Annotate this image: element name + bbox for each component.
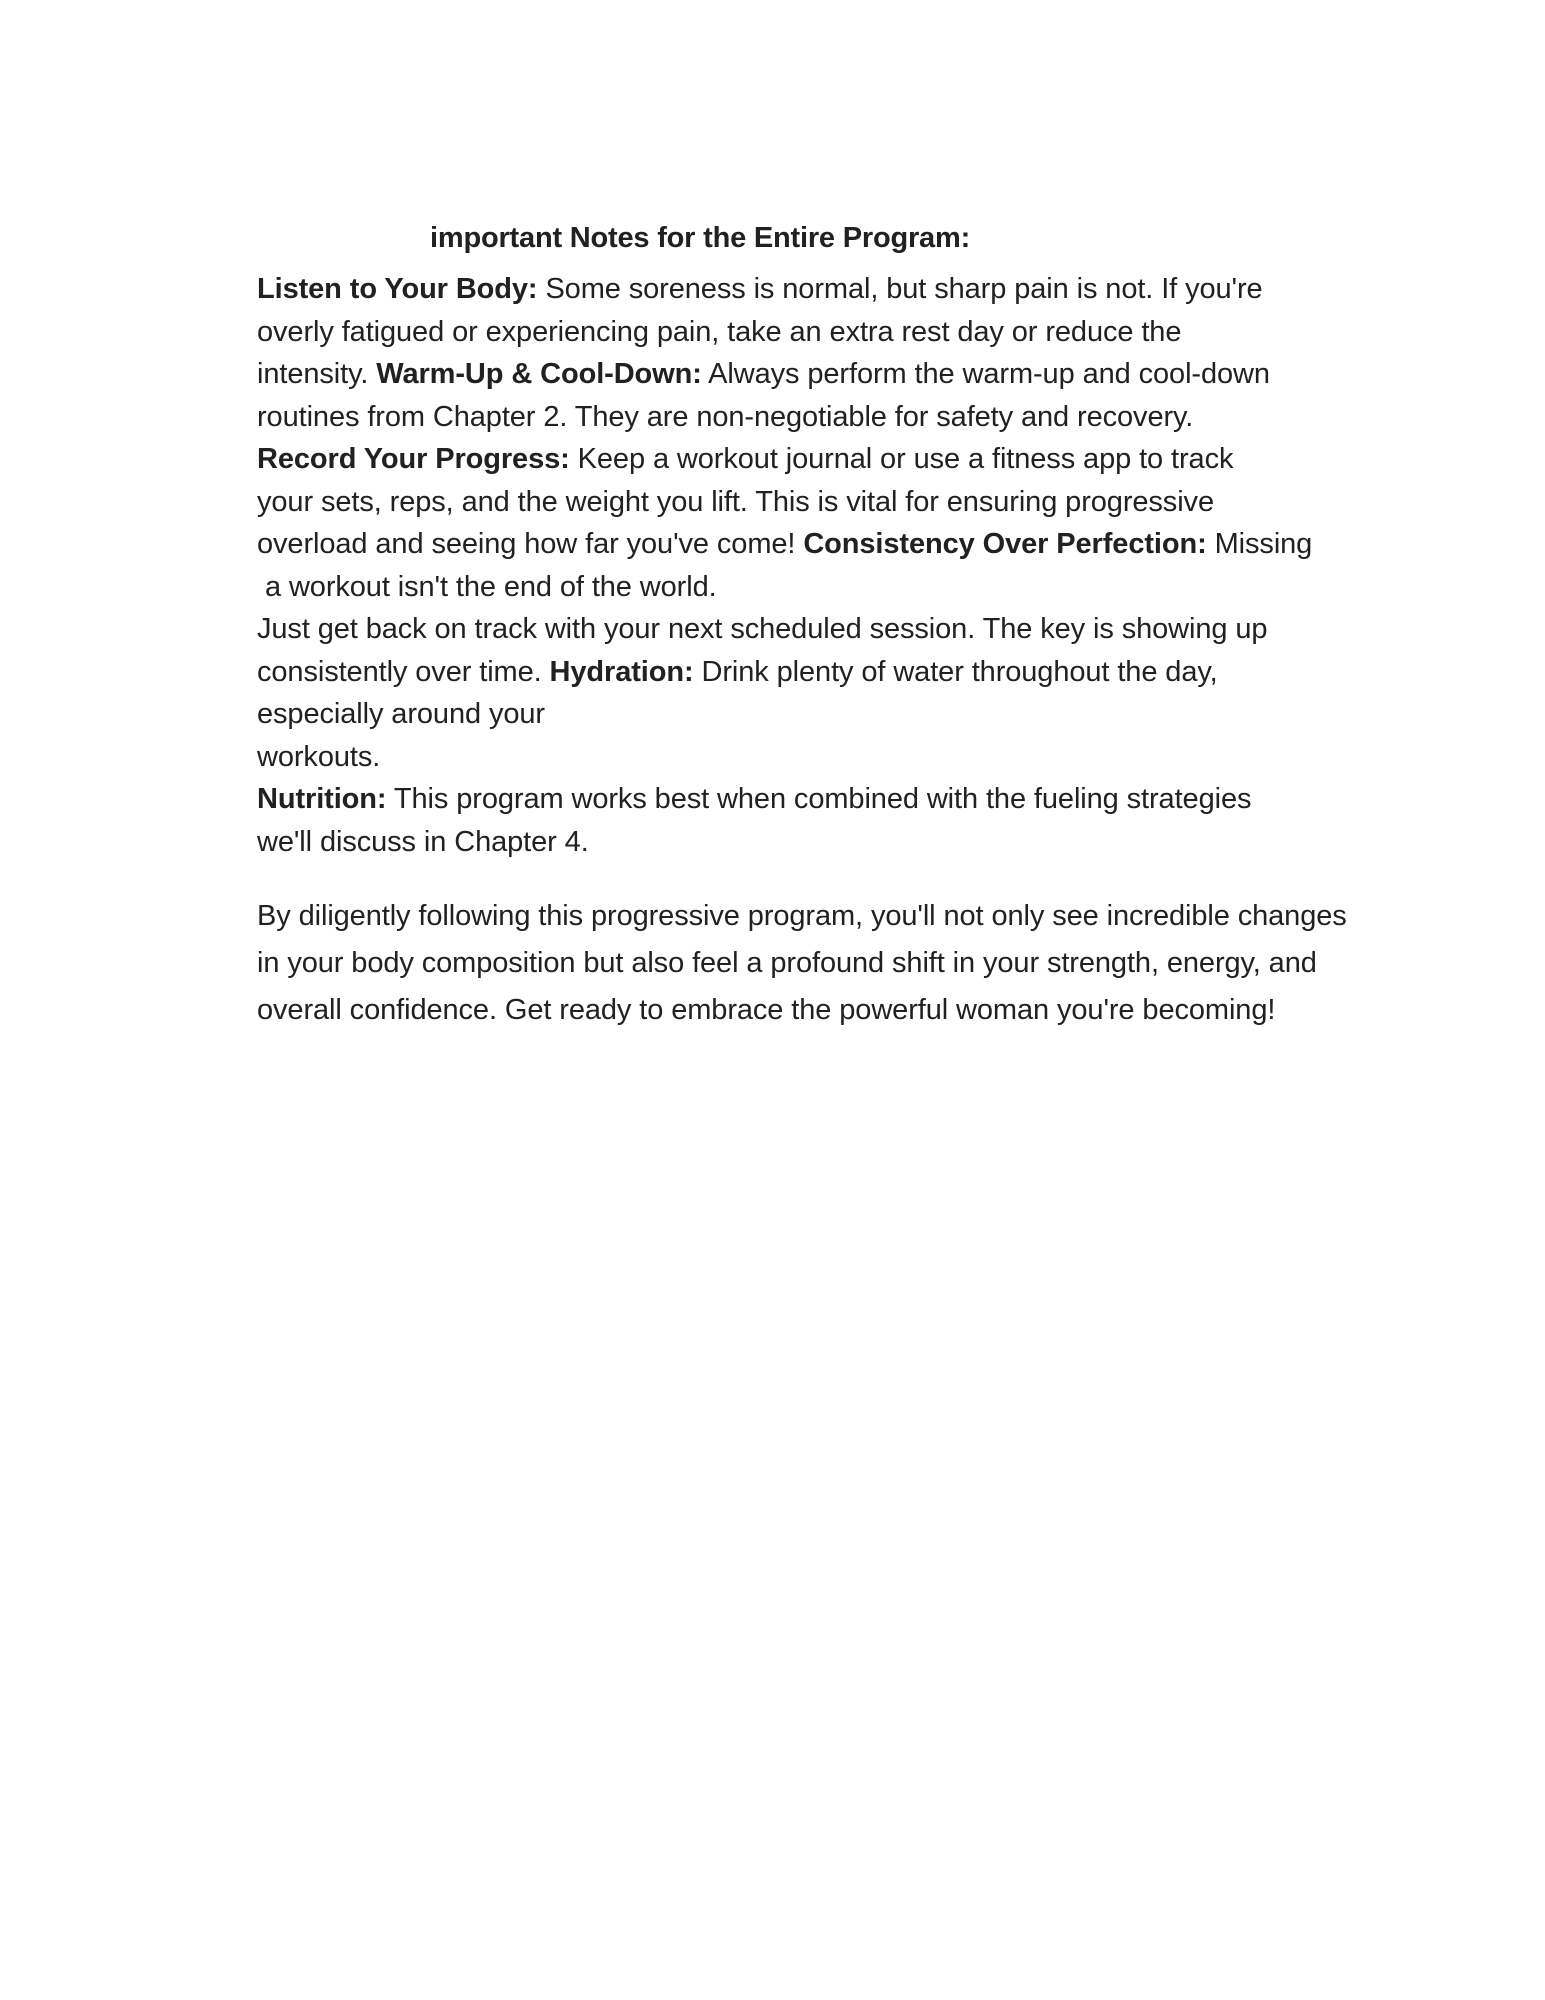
- text-span: your sets, reps, and the weight you lift. This is vital for ensuring progressive: [257, 485, 1214, 518]
- text-span: overload and seeing how far you've come!: [257, 528, 804, 560]
- text-span: overly fatigued or experiencing pain, take an extra rest day or reduce the: [257, 315, 1182, 348]
- text-line: [257, 987, 1347, 1034]
- text-span: intensity.: [257, 358, 377, 390]
- bold-label: Listen to Your Body:: [257, 273, 538, 305]
- text-span: This program works best when combined with the fueling strategies: [386, 783, 1252, 815]
- text-span: workouts.: [257, 740, 381, 773]
- text-line: [257, 940, 1347, 987]
- text-span: routines from Chapter 2. They are non-negotiable for safety and recovery.: [257, 400, 1194, 433]
- text-line: [257, 438, 1312, 481]
- text-line: [257, 736, 1312, 779]
- text-span: By diligently following this progressive program, you'll not only see incredible changes: [257, 900, 1347, 932]
- closing-paragraph: [257, 893, 1347, 1034]
- text-span: a workout isn't the end of the world.: [257, 570, 717, 603]
- bold-label: Record Your Progress:: [257, 443, 570, 475]
- text-line: [257, 693, 1312, 736]
- text-line: [257, 268, 1312, 311]
- text-line: [257, 893, 1347, 940]
- text-line: [257, 608, 1312, 651]
- bold-label: Warm-Up & Cool-Down:: [376, 358, 702, 390]
- text-span: Missing: [1206, 528, 1313, 560]
- notes-paragraph: [257, 268, 1312, 863]
- bold-label: Nutrition:: [257, 783, 387, 815]
- text-span: Drink plenty of water throughout the day,: [693, 655, 1218, 688]
- text-line: [257, 778, 1312, 821]
- text-span: we'll discuss in Chapter 4.: [257, 825, 589, 858]
- bold-label: Consistency Over Perfection:: [803, 528, 1207, 560]
- text-span: Always perform the warm-up and cool-down: [701, 358, 1270, 390]
- text-span: especially around your: [257, 698, 545, 730]
- text-span: consistently over time.: [257, 655, 550, 688]
- text-line: [257, 481, 1312, 524]
- page-title: important Notes for the Entire Program:: [430, 222, 971, 254]
- text-line: [257, 566, 1312, 609]
- text-span: in your body composition but also feel a profound shift in your strength, energy, and: [257, 947, 1317, 979]
- text-span: Keep a workout journal or use a fitness app to track: [569, 443, 1234, 475]
- text-span: overall confidence. Get ready to embrace the powerful woman you're becoming!: [257, 994, 1276, 1026]
- text-line: [257, 311, 1312, 354]
- text-line: [257, 353, 1312, 396]
- bold-label: Hydration:: [549, 655, 694, 688]
- text-line: [257, 523, 1312, 566]
- text-span: Just get back on track with your next scheduled session. The key is showing up: [257, 613, 1268, 645]
- text-line: [257, 396, 1312, 439]
- text-line: [257, 651, 1312, 694]
- text-line: [257, 821, 1312, 864]
- text-span: Some soreness is normal, but sharp pain is not. If you're: [537, 273, 1263, 305]
